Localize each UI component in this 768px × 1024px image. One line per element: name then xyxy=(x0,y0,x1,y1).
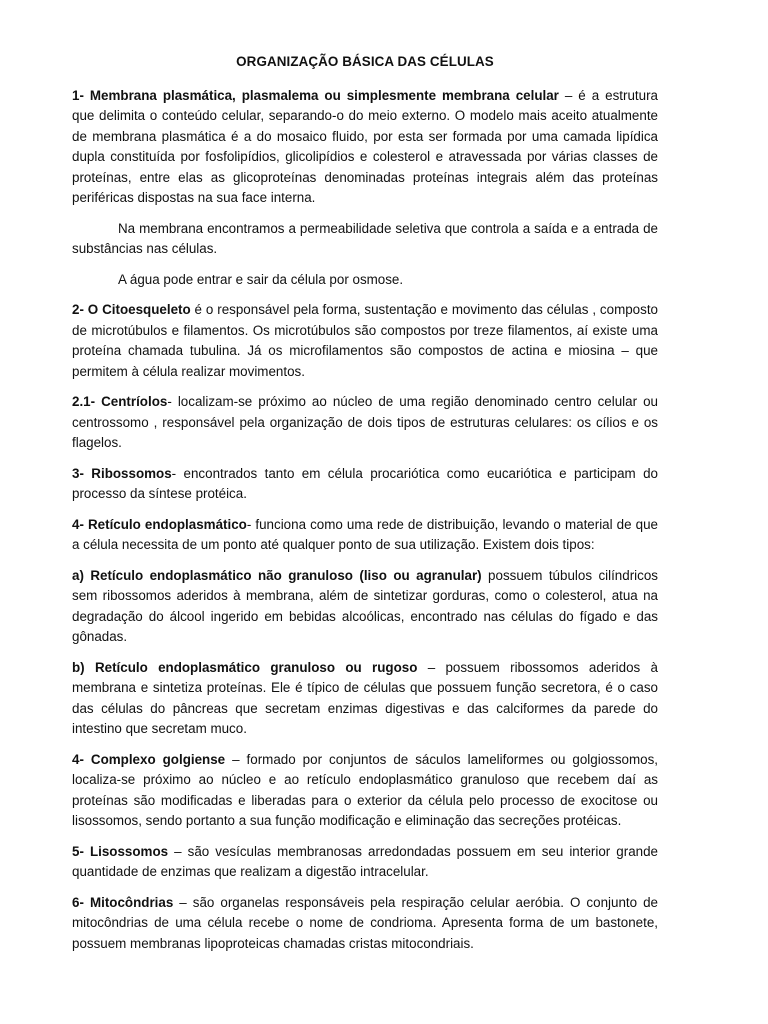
paragraph-heading: 1- Membrana plasmática, plasmalema ou simplesmente membrana celular xyxy=(72,87,559,103)
paragraph-text: – são organelas responsáveis pela respiração celular aeróbia. O conjunto de mitocôndrias de uma célula recebe o nome de condrioma. Apresenta forma de um bastonete, possuem membranas lipoproteicas chamadas cristas mitocondriais. xyxy=(72,894,658,951)
paragraph-osmose xyxy=(72,270,658,291)
paragraph-text: – é a estrutura que delimita o conteúdo celular, separando-o do meio externo. O modelo mais aceito atualmente de membrana plasmática é a do mosaico fluido, por esta ser formada por uma camada lipídica dupla constituída por fosfolipídios, glicolipídios e colesterol e atravessada por várias classes de proteínas, entre elas as glicoproteínas denominadas proteínas integrais além das proteínas periféricas dispostas na sua face interna. xyxy=(72,87,658,205)
paragraph-text: - encontrados tanto em célula procariótica como eucariótica e participam do processo da síntese protéica. xyxy=(72,465,659,501)
paragraph-membrana-plasmatica xyxy=(72,86,658,209)
paragraph-ribossomos xyxy=(72,464,658,505)
paragraph-lisossomos xyxy=(72,842,658,883)
paragraph-heading: 2- O Citoesqueleto xyxy=(72,302,191,317)
paragraph-reticulo-endoplasmatico xyxy=(72,515,658,556)
paragraph-complexo-golgiense xyxy=(72,750,658,832)
paragraph-text: possuem túbulos cilíndricos sem ribossomos aderidos à membrana, além de sintetizar gorduras, como o colesterol, atua na degradação do álcool ingerido em bebidas alcoólicas, encontrado nas células do fígado e das gônadas. xyxy=(72,567,658,644)
paragraph-text: – possuem ribossomos aderidos à membrana e sintetiza proteínas. Ele é típico de células que possuem função secretora, é o caso das células do pâncreas que secretam enzimas digestivas e das calciformes da parede do intestino que secretam muco. xyxy=(72,659,658,736)
paragraph-text: – são vesículas membranosas arredondadas possuem em seu interior grande quantidade de enzimas que realizam a digestão intracelular. xyxy=(72,843,658,879)
paragraph-text: é o responsável pela forma, sustentação e movimento das células , composto de microtúbulos e filamentos. Os microtúbulos são compostos por treze filamentos, aí existe uma proteína chamada tubulina. Já os microfilamentos são compostos de actina e miosina – que permitem à célula realizar movimentos. xyxy=(72,302,658,379)
paragraph-citoesqueleto xyxy=(72,300,658,382)
paragraph-heading: 3- Ribossomos xyxy=(72,465,172,481)
paragraph-heading: 4- Complexo golgiense xyxy=(72,751,226,767)
paragraph-heading: 2.1- Centríolos xyxy=(72,394,168,409)
paragraph-permeabilidade xyxy=(72,219,658,260)
paragraph-text: Na membrana encontramos a permeabilidade seletiva que controla a saída e a entrada de substâncias nas células. xyxy=(72,220,658,256)
paragraph-heading: 5- Lisossomos xyxy=(72,843,169,859)
paragraph-centriolos xyxy=(72,392,658,454)
paragraph-reticulo-rugoso xyxy=(72,658,658,740)
paragraph-text: - funciona como uma rede de distribuição, levando o material de que a célula necessita de um ponto até qualquer ponto de sua utilização. Existem dois tipos: xyxy=(72,516,658,552)
paragraph-text: – formado por conjuntos de sáculos lameliformes ou golgiossomos, localiza-se próximo ao núcleo e ao retículo endoplasmático granuloso que recebem daí as proteínas são modificadas e liberadas para o exterior da célula pelo processo de exocitose ou lisossomos, sendo portanto a sua função modificação e eliminação das secreções protéicas. xyxy=(72,751,658,828)
paragraph-heading: 6- Mitocôndrias xyxy=(72,894,174,910)
paragraph-reticulo-liso xyxy=(72,566,658,648)
paragraph-text: - localizam-se próximo ao núcleo de uma região denominado centro celular ou centrossomo , responsável pela organização de dois tipos de estruturas celulares: os cílios e os flagelos. xyxy=(72,394,658,450)
paragraph-heading: b) Retículo endoplasmático granuloso ou rugoso xyxy=(72,659,418,675)
paragraph-mitocondrias xyxy=(72,893,658,955)
paragraph-heading: 4- Retículo endoplasmático xyxy=(72,516,247,532)
paragraph-text: A água pode entrar e sair da célula por osmose. xyxy=(118,271,404,287)
page-title: ORGANIZAÇÃO BÁSICA DAS CÉLULAS xyxy=(236,54,494,69)
paragraph-heading: a) Retículo endoplasmático não granuloso (liso ou agranular) xyxy=(72,567,482,583)
